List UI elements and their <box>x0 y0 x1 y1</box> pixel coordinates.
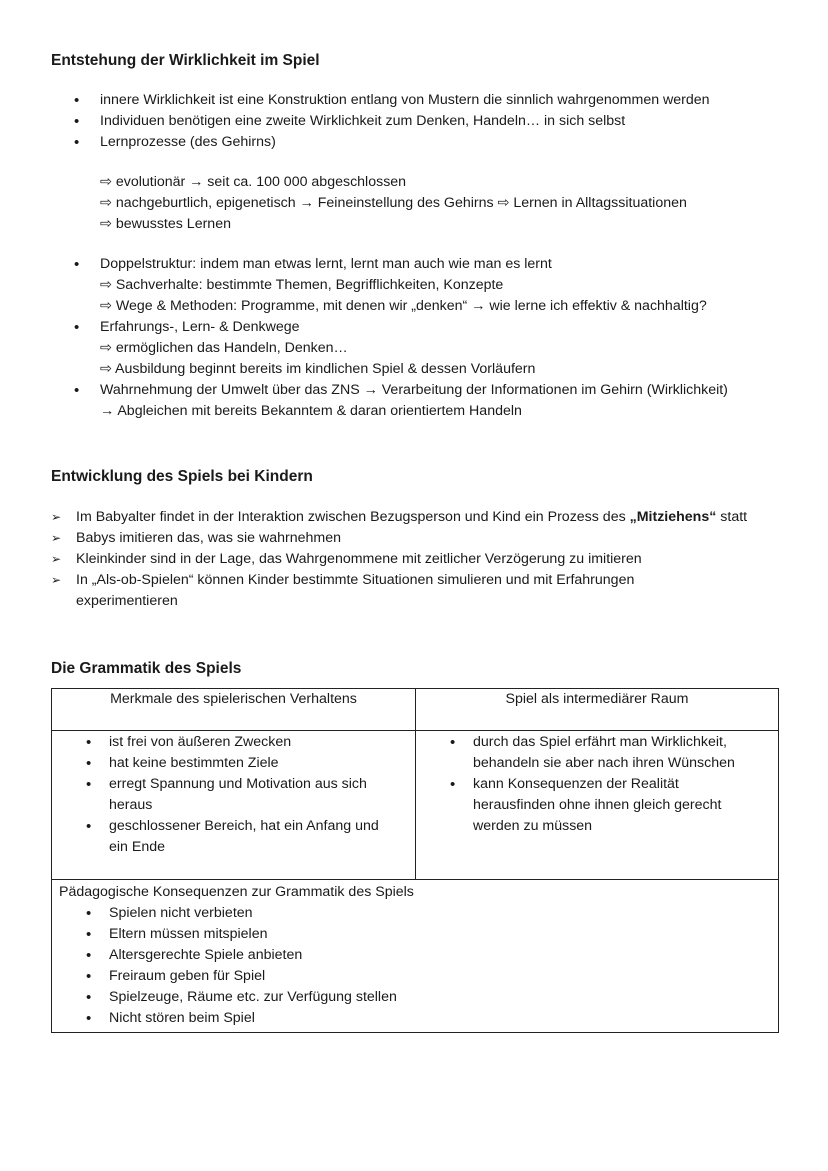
list-item: • Freiraum geben für Spiel <box>52 966 778 987</box>
list-item: • Eltern müssen mitspielen <box>52 924 778 945</box>
item-emphasis: imitieren <box>119 530 173 546</box>
consequences-title: Pädagogische Konsequenzen zur Grammatik des Spiels <box>59 884 414 900</box>
item-text: Babys <box>76 530 120 546</box>
note-line: ⇨ Wege & Methoden: Programme, mit denen wir „denken“ → wie lerne ich effektiv & nachhaltig? <box>100 298 707 314</box>
note-line: ⇨ bewusstes Lernen <box>100 216 231 232</box>
bullet-list-b <box>51 254 781 422</box>
list-item: • hat keine bestimmten Ziele <box>52 753 407 774</box>
document-page <box>51 50 781 1033</box>
list-item: • geschlossener Bereich, hat ein Anfang und ein Ende <box>52 816 399 858</box>
table-header-raum <box>416 689 779 731</box>
list-item-text: • Wahrnehmung der Umwelt über das ZNS → Verarbeitung der Informationen im Gehirn (Wirklichkeit) → Abgleichen mit bereits Bekanntem & daran orientiertem Handeln <box>100 382 728 419</box>
list-item <box>51 549 761 570</box>
item-emphasis: „Mitziehens“ <box>629 509 717 525</box>
list-item: • Spielen nicht verbieten <box>52 903 778 924</box>
list-item <box>51 254 781 317</box>
list-item: • Altersgerechte Spiele anbieten <box>52 945 778 966</box>
table-cell-raum <box>416 731 779 880</box>
list-item-text: • Erfahrungs-, Lern- & Denkwege <box>100 319 300 335</box>
item-emphasis: Situationen simulieren und mit Erfahrungen experimentieren <box>76 572 635 609</box>
list-item <box>51 317 781 380</box>
item-text: das, was sie wahrnehmen <box>173 530 341 546</box>
section-title-grammatik: Die Grammatik des Spiels <box>51 660 242 677</box>
lernprozesse-notes <box>51 172 781 235</box>
note-line: ⇨ Sachverhalte: bestimmte Themen, Begrifflichkeiten, Konzepte <box>100 277 504 293</box>
arrow-list <box>51 507 761 612</box>
header-text: Spiel als intermediärer Raum <box>505 691 689 707</box>
item-text: Kleinkinder sind in der Lage, das Wahrgenommene mit zeitlicher Verzögerung zu imitieren <box>76 551 642 567</box>
note-line: ⇨ nachgeburtlich, epigenetisch → Feineinstellung des Gehirns ⇨ Lernen in Alltagssituationen <box>100 195 687 211</box>
bullet-list-a <box>51 90 781 153</box>
list-item: • durch das Spiel erfährt man Wirklichkeit, behandeln sie aber nach ihren Wünschen <box>416 732 753 774</box>
header-text: Merkmale des spielerischen Verhaltens <box>110 691 357 707</box>
list-item <box>51 570 696 612</box>
section-title-entstehung: Entstehung der Wirklichkeit im Spiel <box>51 52 320 69</box>
table-header-merkmale <box>52 689 416 731</box>
note-line: ⇨ ermöglichen das Handeln, Denken… <box>100 340 348 356</box>
grammatik-table <box>51 688 779 1033</box>
list-item: • Individuen benötigen eine zweite Wirklichkeit zum Denken, Handeln… in sich selbst <box>51 111 781 132</box>
list-item <box>51 507 761 528</box>
list-item: • ist frei von äußeren Zwecken <box>52 732 407 753</box>
list-item: • Spielzeuge, Räume etc. zur Verfügung stellen <box>52 987 778 1008</box>
note-line: ⇨ Ausbildung beginnt bereits im kindlichen Spiel & dessen Vorläufern <box>100 361 536 377</box>
list-item <box>51 528 761 549</box>
list-item: • innere Wirklichkeit ist eine Konstruktion entlang von Mustern die sinnlich wahrgenommen werden <box>51 90 781 111</box>
section-title-entwicklung: Entwicklung des Spiels bei Kindern <box>51 468 313 485</box>
item-text: statt <box>716 509 748 525</box>
item-text: In „Als-ob-Spielen“ können Kinder bestimmte <box>76 572 363 588</box>
list-item <box>51 380 781 422</box>
table-cell-merkmale <box>52 731 416 880</box>
list-item: • Lernprozesse (des Gehirns) <box>51 132 781 153</box>
list-item: • Nicht stören beim Spiel <box>52 1008 778 1029</box>
note-line: ⇨ evolutionär → seit ca. 100 000 abgeschlossen <box>100 174 407 190</box>
item-text: Im Babyalter findet in der Interaktion zwischen Bezugsperson und Kind ein Prozess des <box>76 509 630 525</box>
list-item: • erregt Spannung und Motivation aus sich heraus <box>52 774 369 816</box>
list-item: • kann Konsequenzen der Realität herausfinden ohne ihnen gleich gerecht werden zu müssen <box>416 774 743 837</box>
table-cell-konsequenzen <box>52 880 779 1033</box>
list-item-text: • Doppelstruktur: indem man etwas lernt, lernt man auch wie man es lernt <box>100 256 552 272</box>
